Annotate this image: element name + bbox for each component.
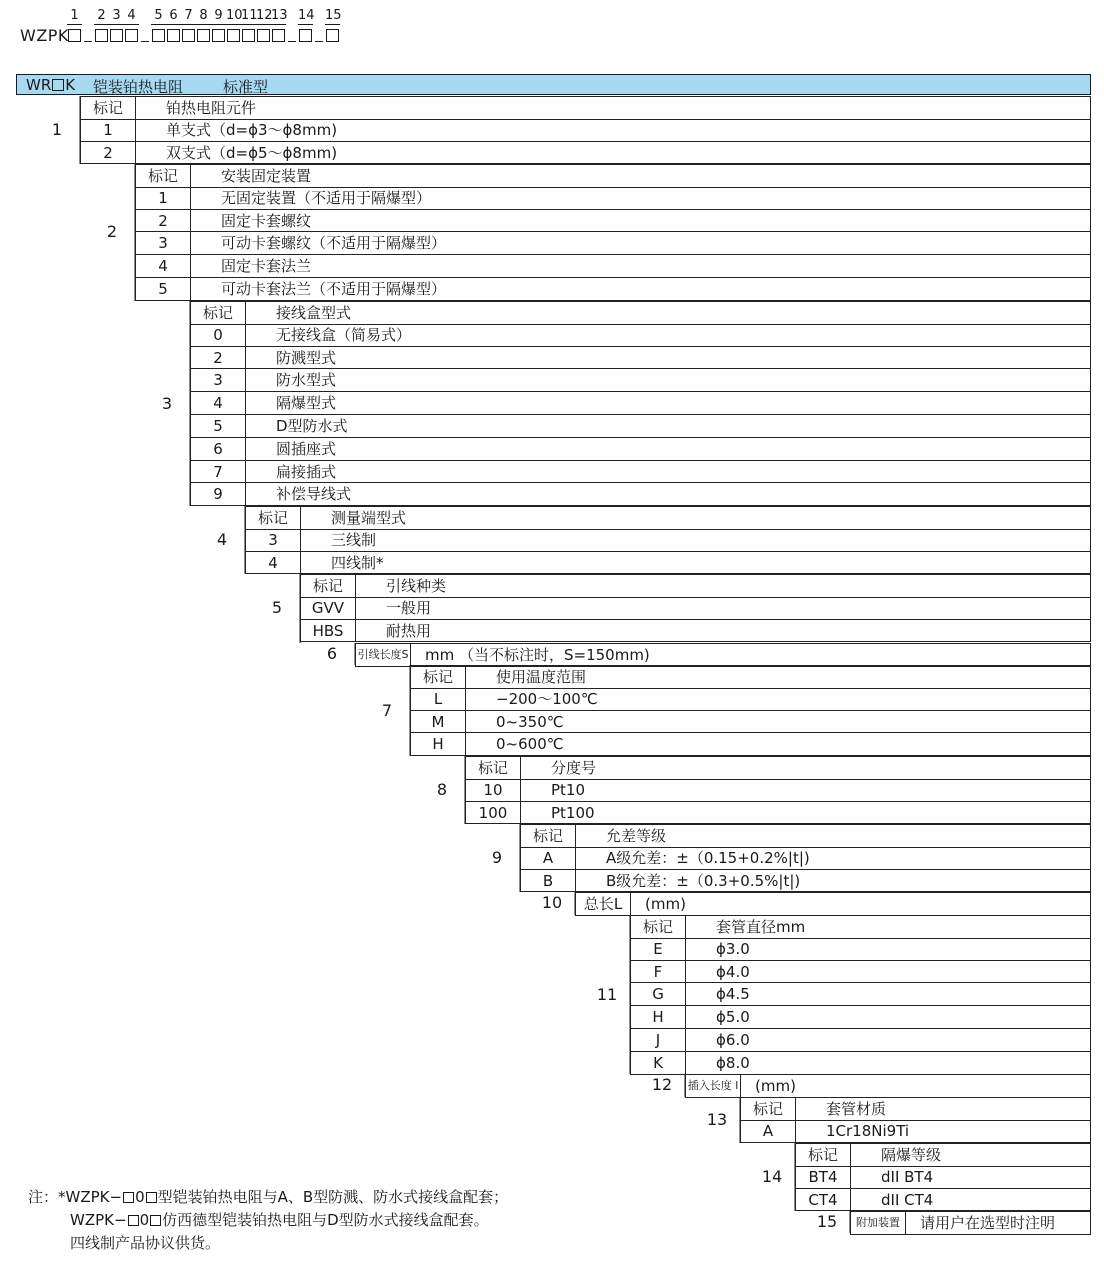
note-label: 注： <box>28 1188 59 1206</box>
model-code-position-number: 4 <box>124 8 139 24</box>
option-description: 防水型式 <box>276 371 337 390</box>
option-row <box>465 802 1091 825</box>
option-description: 铂热电阻元件 <box>166 99 257 117</box>
option-description: 圆插座式 <box>276 439 337 458</box>
section-number: 2 <box>106 222 118 242</box>
option-description: 隔爆等级 <box>881 1146 942 1164</box>
option-code: 4 <box>191 392 246 414</box>
section-header-row <box>795 1143 1091 1167</box>
section-header-row <box>300 574 1091 598</box>
option-code: E <box>631 938 686 960</box>
option-code: 3 <box>136 232 191 254</box>
option-description: (mm) <box>755 1077 796 1095</box>
option-row <box>355 643 1091 667</box>
option-description: 可动卡套螺纹（不适用于隔爆型） <box>221 234 447 253</box>
model-code-position-number: 13 <box>271 8 288 23</box>
section-number: 1 <box>51 120 63 140</box>
option-row <box>410 711 1091 734</box>
option-row <box>300 620 1091 643</box>
section-number: 4 <box>216 530 228 550</box>
section-number: 10 <box>541 893 563 912</box>
option-code: G <box>631 983 686 1005</box>
option-description: ϕ5.0 <box>716 1008 750 1027</box>
option-row <box>190 483 1091 506</box>
option-code: 4 <box>246 552 301 574</box>
section-header-row <box>520 824 1091 848</box>
title-name: 铠装铂热电阻 <box>93 78 184 96</box>
option-code: 总长L <box>576 893 631 915</box>
option-description: dII BT4 <box>881 1167 934 1186</box>
model-code-position-number: 9 <box>211 8 226 24</box>
section-number: 6 <box>326 644 338 663</box>
option-description: 分度号 <box>551 759 597 777</box>
option-row <box>630 983 1091 1006</box>
option-row <box>190 347 1091 370</box>
option-description: 0~350℃ <box>496 712 564 731</box>
option-description: mm （当不标注时，S=150mm) <box>425 646 650 664</box>
option-code: J <box>631 1029 686 1051</box>
option-row <box>630 938 1091 961</box>
option-code: 1 <box>81 119 136 141</box>
option-code: 标记 <box>301 575 356 597</box>
option-description: 请用户在选型时注明 <box>920 1214 1056 1232</box>
section-number: 8 <box>436 780 448 800</box>
option-code: 标记 <box>136 165 191 187</box>
note-2-prefix: WZPK− <box>70 1211 127 1229</box>
option-row <box>740 1120 1091 1143</box>
option-code: K <box>631 1052 686 1074</box>
option-code: H <box>411 733 466 755</box>
option-code: 标记 <box>796 1144 851 1166</box>
option-row <box>135 210 1091 233</box>
option-code: 引线长度S <box>356 644 411 666</box>
option-code: A <box>521 847 576 869</box>
section-number: 13 <box>706 1109 728 1129</box>
option-description: ϕ4.0 <box>716 962 750 981</box>
section-header-row <box>740 1097 1091 1121</box>
note-box <box>146 1192 157 1203</box>
section-number: 11 <box>596 984 618 1004</box>
option-code: 1 <box>136 187 191 209</box>
option-description: B级允差：±（0.3+0.5%|t|) <box>606 871 801 890</box>
section-number: 3 <box>161 393 173 413</box>
option-row <box>190 415 1091 438</box>
model-code-position-number: 14 <box>298 8 315 23</box>
option-code: 附加装置 <box>851 1212 906 1234</box>
option-code: 3 <box>191 369 246 391</box>
option-description: 单支式（d=ϕ3～ϕ8mm) <box>166 120 338 139</box>
note-box <box>123 1192 134 1203</box>
option-code: 9 <box>191 483 246 505</box>
option-row <box>795 1189 1091 1212</box>
option-code: 100 <box>466 802 521 824</box>
model-code-position-number: 5 <box>151 8 166 24</box>
option-description: 使用温度范围 <box>496 668 587 686</box>
option-code: 0 <box>191 324 246 346</box>
option-description: D型防水式 <box>276 417 348 435</box>
option-code: 插入长度 l <box>686 1075 741 1097</box>
option-code: 标记 <box>246 507 301 529</box>
option-description: 无固定装置（不适用于隔爆型） <box>221 188 432 207</box>
model-code-position-number: 1 <box>67 8 82 24</box>
option-row <box>190 461 1091 484</box>
option-description: 补偿导线式 <box>276 485 352 504</box>
option-code: 2 <box>136 210 191 232</box>
model-code-position-number: 3 <box>109 8 124 24</box>
option-code: 标记 <box>466 757 521 779</box>
option-description: 双支式（d=ϕ5～ϕ8mm) <box>166 143 338 162</box>
option-code: 标记 <box>411 666 466 688</box>
title-code-end: K <box>65 76 76 94</box>
option-code: 6 <box>191 438 246 460</box>
option-row <box>630 1029 1091 1052</box>
option-code: 2 <box>81 142 136 164</box>
option-code: 标记 <box>81 97 136 119</box>
option-description: 1Cr18Ni9Ti <box>826 1121 910 1140</box>
option-description: dII CT4 <box>881 1190 934 1209</box>
option-description: 防溅型式 <box>276 348 337 367</box>
model-code-position-number: 7 <box>181 8 196 24</box>
option-description: ϕ3.0 <box>716 939 750 958</box>
model-code-position-number: 2 <box>94 8 109 24</box>
note-box <box>128 1215 139 1226</box>
option-code: H <box>631 1006 686 1028</box>
model-code-position-number: 15 <box>325 8 342 23</box>
option-code: M <box>411 711 466 733</box>
note-1-text: 型铠装铂热电阻与A、B型防溅、防水式接线盒配套； <box>157 1188 509 1206</box>
note-box <box>150 1215 161 1226</box>
note-1-mid: 0 <box>135 1188 145 1206</box>
section-header-row <box>410 665 1091 689</box>
option-row <box>465 779 1091 802</box>
option-description: 一般用 <box>386 598 432 617</box>
option-code: CT4 <box>796 1189 851 1211</box>
option-row <box>520 870 1091 893</box>
option-row <box>685 1074 1091 1098</box>
option-description: 无接线盒（简易式） <box>276 325 412 344</box>
option-description: 四线制* <box>331 553 384 572</box>
option-description: A级允差：±（0.15+0.2%|t|) <box>606 848 810 867</box>
note-line-3: 四线制产品协议供货。 <box>70 1234 221 1252</box>
option-code: 3 <box>246 529 301 551</box>
option-description: 耐热用 <box>386 621 432 640</box>
option-code: 标记 <box>631 916 686 938</box>
option-description: ϕ6.0 <box>716 1031 750 1049</box>
option-code: L <box>411 688 466 710</box>
option-description: 0~600℃ <box>496 735 564 754</box>
option-description: 允差等级 <box>606 827 667 845</box>
option-code: 5 <box>136 278 191 300</box>
option-description: ϕ4.5 <box>716 985 750 1004</box>
option-description: 安装固定装置 <box>221 167 312 185</box>
option-code: 2 <box>191 347 246 369</box>
option-code: F <box>631 961 686 983</box>
option-code: 标记 <box>191 302 246 324</box>
option-description: 引线种类 <box>386 577 447 595</box>
option-row <box>190 392 1091 415</box>
option-code: 10 <box>466 779 521 801</box>
option-code: 标记 <box>521 825 576 847</box>
note-2-mid: 0 <box>139 1211 150 1229</box>
option-code: 标记 <box>741 1098 796 1120</box>
model-code-position-number: 10 <box>226 8 243 23</box>
option-description: 固定卡套法兰 <box>221 257 312 276</box>
option-description: 隔爆型式 <box>276 394 337 413</box>
note-1-prefix: *WZPK− <box>58 1188 123 1206</box>
option-description: 测量端型式 <box>331 509 407 527</box>
option-code: BT4 <box>796 1166 851 1188</box>
model-code-prefix: WZPK <box>20 26 69 45</box>
section-header-row <box>190 301 1091 325</box>
option-code: HBS <box>301 620 356 642</box>
option-description: 扁接插式 <box>276 462 337 481</box>
option-row <box>135 187 1091 210</box>
section-header-row <box>135 164 1091 188</box>
section-header-row <box>80 96 1091 120</box>
option-row <box>190 438 1091 461</box>
option-code: GVV <box>301 597 356 619</box>
option-code: 7 <box>191 461 246 483</box>
option-description: 套管材质 <box>826 1100 887 1118</box>
option-description: ϕ8.0 <box>716 1053 750 1072</box>
option-row <box>630 961 1091 984</box>
option-row <box>245 552 1091 575</box>
model-code-position-number: 8 <box>196 8 211 24</box>
section-number: 7 <box>381 700 393 720</box>
note-line-2 <box>70 1209 489 1232</box>
option-row <box>410 688 1091 711</box>
option-row <box>520 847 1091 870</box>
option-code: A <box>741 1120 796 1142</box>
option-row <box>575 892 1091 916</box>
option-code: 4 <box>136 255 191 277</box>
option-row <box>850 1211 1091 1235</box>
option-row <box>80 119 1091 142</box>
section-header-row <box>630 915 1091 939</box>
option-row <box>135 255 1091 278</box>
option-description: (mm) <box>645 895 686 913</box>
model-code-position-number: 11 <box>241 8 258 23</box>
model-code-position-number: 12 <box>256 8 273 23</box>
title-code-start: WR <box>26 76 52 94</box>
section-number: 14 <box>761 1167 783 1187</box>
option-description: −200～100℃ <box>496 689 598 708</box>
option-row <box>190 369 1091 392</box>
option-row <box>795 1166 1091 1189</box>
option-description: Pt10 <box>551 780 586 799</box>
option-row <box>135 278 1091 301</box>
section-header-row <box>245 506 1091 530</box>
option-row <box>80 142 1091 165</box>
title-type: 标准型 <box>223 78 269 96</box>
section-number: 12 <box>651 1075 673 1094</box>
section-number: 15 <box>816 1212 838 1231</box>
section-header-row <box>465 756 1091 780</box>
option-row <box>300 597 1091 620</box>
option-code: B <box>521 870 576 892</box>
note-2-text: 仿西德型铠装铂热电阻与D型防水式接线盒配套。 <box>162 1211 489 1229</box>
option-code: 5 <box>191 415 246 437</box>
option-description: 固定卡套螺纹 <box>221 211 312 230</box>
option-description: 接线盒型式 <box>276 304 352 322</box>
option-description: 三线制 <box>331 530 377 549</box>
option-description: 套管直径mm <box>716 918 806 936</box>
option-description: Pt100 <box>551 803 595 822</box>
option-description: 可动卡套法兰（不适用于隔爆型） <box>221 280 447 298</box>
model-code-position-number: 6 <box>166 8 181 24</box>
section-number: 5 <box>271 598 283 618</box>
option-row <box>135 232 1091 255</box>
note-line-1 <box>28 1186 508 1209</box>
option-row <box>630 1006 1091 1029</box>
option-row <box>245 529 1091 552</box>
option-row <box>190 324 1091 347</box>
option-row <box>410 733 1091 756</box>
section-number: 9 <box>491 848 503 868</box>
option-row <box>630 1052 1091 1075</box>
